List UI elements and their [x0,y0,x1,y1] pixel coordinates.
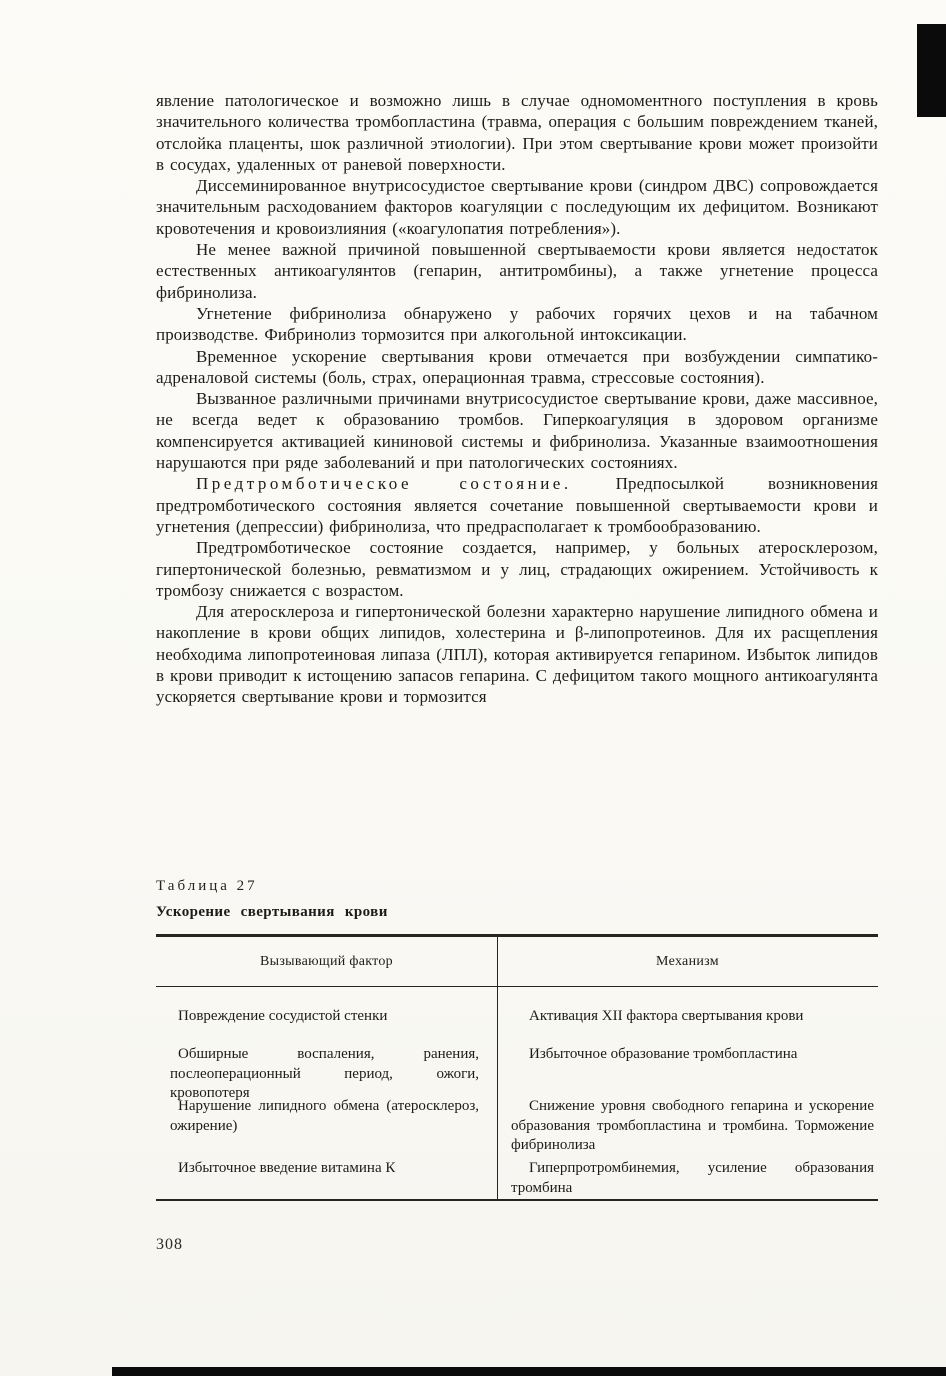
coagulation-acceleration-table [156,934,878,1201]
table-row [156,1045,878,1104]
cell-mechanism: Снижение уровня свободного гепарина и ускорение образования тромбопластина и тромбина. Торможение фибринолиза [511,1098,874,1153]
paragraph-text: Предпосылкой возникновения предтромботического состояния является сочетание повышенной свертываемости крови и угнетения (депрессии) фибринолиза, что предрасполагает к тромбообразованию. [156,474,878,536]
scan-artifact-top-right [917,24,946,117]
table-row [156,1007,878,1027]
table-header-mechanism: Механизм [656,953,719,969]
table-section [156,878,878,1201]
table-label: Таблица 27 [156,878,258,894]
paragraph: Не менее важной причиной повышенной свертываемости крови является недостаток естественных антикоагулянтов (гепарин, антитромбины), а также угнетение процесса фибринолиза. [156,240,878,302]
table-header-row [156,937,878,987]
body-text-column [156,90,878,708]
scan-artifact-bottom-edge [112,1367,946,1376]
paragraph: Предтромботическое состояние создается, например, у больных атеросклерозом, гипертонической болезнью, ревматизмом и у лиц, страдающих ожирением. Устойчивость к тромбозу снижается с возрастом. [156,538,878,600]
spaced-term: Предтромботическое состояние. [196,474,572,494]
cell-factor: Обширные воспаления, ранения, послеоперационный период, ожоги, кровопотеря [170,1046,479,1101]
paragraph: Диссеминированное внутрисосудистое свертывание крови (синдром ДВС) сопровождается значительным расходованием факторов коагуляции с последующим их дефицитом. Возникают кровотечения и кровоизлияния («коагулопатия потребления»). [156,176,878,238]
page-number: 308 [156,1236,183,1253]
paragraph: Вызванное различными причинами внутрисосудистое свертывание крови, даже массивное, не всегда ведет к образованию тромбов. Гиперкоагуляция в здоровом организме компенсируется активацией кининовой системы и фибринолиза. Указанные взаимоотношения нарушаются при ряде заболеваний и при патологических состояниях. [156,389,878,473]
paragraph: Для атеросклероза и гипертонической болезни характерно нарушение липидного обмена и накопление в крови общих липидов, холестерина и β-липопротеинов. Для их расщепления необходима липопротеиновая липаза (ЛПЛ), которая активируется гепарином. Избыток липидов в крови приводит к истощению запасов гепарина. С дефицитом такого мощного антикоагулянта ускоряется свертывание крови и тормозится [156,602,878,707]
table-body [156,987,878,1199]
paragraph: Временное ускорение свертывания крови отмечается при возбуждении симпатико-адреналовой системы (боль, страх, операционная травма, стрессовые состояния). [156,346,878,387]
paragraph: Угнетение фибринолиза обнаружено у рабочих горячих цехов и на табачном производстве. Фибринолиз тормозится при алкогольной интоксикации. [156,303,878,345]
cell-mechanism: Гиперпротромбинемия, усиление образования тромбина [511,1160,874,1196]
cell-factor: Нарушение липидного обмена (атеросклероз, ожирение) [170,1098,479,1134]
cell-mechanism: Избыточное образование тромбопластина [529,1046,798,1062]
cell-factor: Повреждение сосудистой стенки [178,1008,388,1024]
paragraph-prethrombotic [156,473,878,537]
table-title: Ускорение свертывания крови [156,904,388,920]
table-header-factor: Вызывающий фактор [260,953,393,969]
table-row [156,1097,878,1156]
table-row [156,1159,878,1198]
cell-factor: Избыточное введение витамина К [178,1160,396,1176]
paragraph-continuation: явление патологическое и возможно лишь в случае одномоментного поступления в кровь значительного количества тромбопластина (травма, операция с большим повреждением тканей, отслойка плаценты, шок различной этиологии). При этом свертывание крови может произойти в сосудах, удаленных от раневой поверхности. [156,91,878,174]
cell-mechanism: Активация XII фактора свертывания крови [529,1008,804,1024]
